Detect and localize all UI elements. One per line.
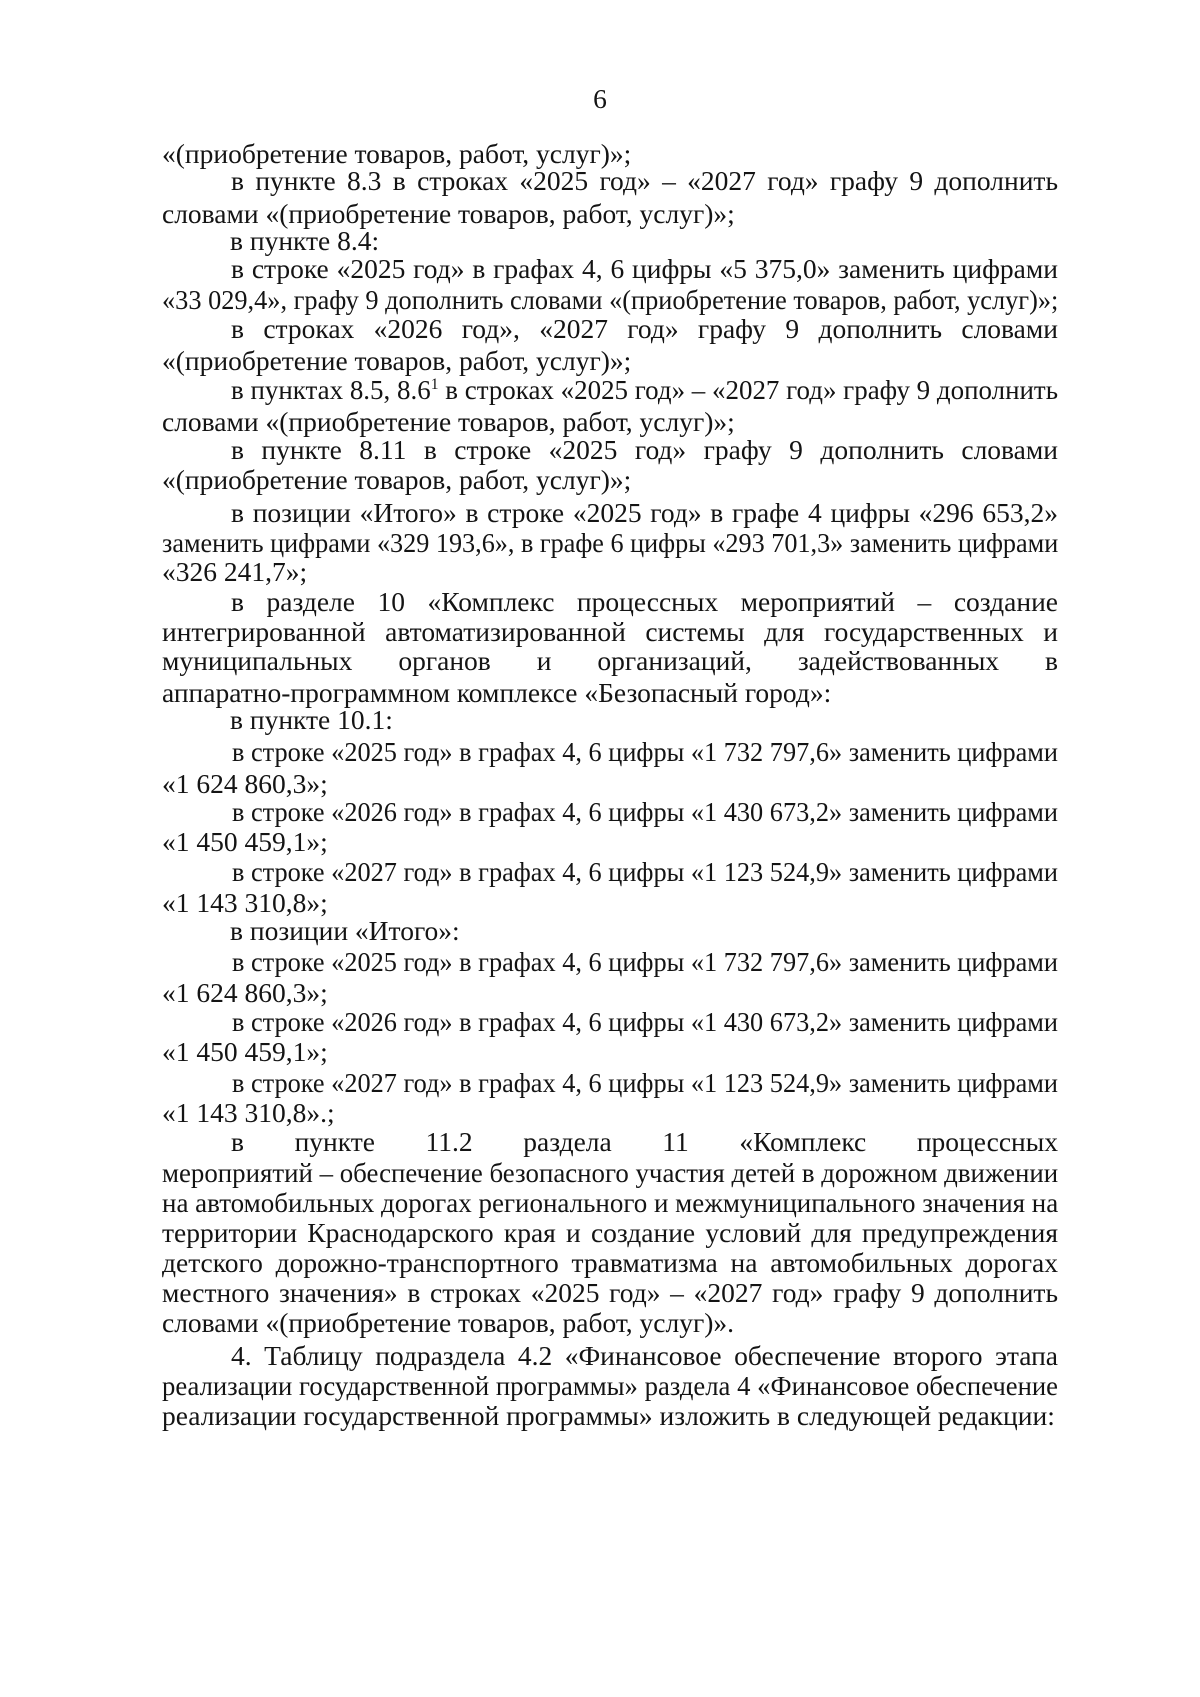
paragraph-line: мероприятий – обеспечение безопасного участия детей в дорожном движении xyxy=(162,1157,1059,1188)
paragraph-line: «1 450 459,1»; xyxy=(162,826,328,857)
paragraph-line: «1 624 860,3»; xyxy=(162,768,328,799)
line-text: в пунктах 8.5, 8.6 xyxy=(231,374,431,405)
paragraph-line: в строке «2026 год» в графах 4, 6 цифры «1 430 673,2» заменить цифрами xyxy=(232,796,1058,827)
paragraph-line: «(приобретение товаров, работ, услуг)»; xyxy=(162,345,632,376)
paragraph-line: «1 450 459,1»; xyxy=(162,1036,328,1067)
paragraph-line xyxy=(231,373,1058,407)
paragraph-line: словами «(приобретение товаров, работ, услуг)». xyxy=(162,1307,735,1338)
paragraph-line: «(приобретение товаров, работ, услуг)»; xyxy=(162,138,632,169)
paragraph-line: «1 143 310,8».; xyxy=(162,1097,335,1128)
paragraph-line: в строке «2025 год» в графах 4, 6 цифры «1 732 797,6» заменить цифрами xyxy=(232,736,1058,767)
paragraph-line: в строке «2025 год» в графах 4, 6 цифры «1 732 797,6» заменить цифрами xyxy=(232,946,1058,977)
paragraph-line: «33 029,4», графу 9 дополнить словами «(приобретение товаров, работ, услуг)»; xyxy=(162,284,1059,315)
paragraph-line: детского дорожно-транспортного травматизма на автомобильных дорогах xyxy=(162,1247,1058,1278)
paragraph-line: в пункте 8.3 в строках «2025 год» – «2027 год» графу 9 дополнить xyxy=(231,165,1058,196)
paragraph-line: в пункте 11.2 раздела 11 «Комплекс процессных xyxy=(231,1126,1058,1157)
paragraph-line: муниципальных органов и организаций, задействованных в xyxy=(162,645,1058,676)
paragraph-line: в строке «2027 год» в графах 4, 6 цифры «1 123 524,9» заменить цифрами xyxy=(232,1067,1058,1098)
paragraph-line: «326 241,7»; xyxy=(162,556,308,587)
paragraph-line: в строке «2026 год» в графах 4, 6 цифры «1 430 673,2» заменить цифрами xyxy=(232,1006,1058,1037)
paragraph-line: словами «(приобретение товаров, работ, услуг)»; xyxy=(162,406,735,437)
paragraph-line: аппаратно-программном комплексе «Безопасный город»: xyxy=(162,677,832,708)
paragraph-line: реализации государственной программы» изложить в следующей редакции: xyxy=(162,1400,1055,1431)
paragraph-line: «1 624 860,3»; xyxy=(162,977,328,1008)
page-number: 6 xyxy=(593,83,607,114)
paragraph-line: территории Краснодарского края и создание условий для предупреждения xyxy=(162,1217,1058,1248)
paragraph-line: «1 143 310,8»; xyxy=(162,887,328,918)
paragraph-line: в строках «2026 год», «2027 год» графу 9 дополнить словами xyxy=(231,313,1058,344)
paragraph-line: в позиции «Итого» в строке «2025 год» в графе 4 цифры «296 653,2» xyxy=(231,497,1058,528)
paragraph-line: в пункте 10.1: xyxy=(230,704,393,735)
paragraph-line: интегрированной автоматизированной системы для государственных и xyxy=(162,616,1058,647)
paragraph-line: реализации государственной программы» раздела 4 «Финансовое обеспечение xyxy=(162,1370,1058,1401)
superscript-index: 1 xyxy=(430,375,439,393)
paragraph-line: «(приобретение товаров, работ, услуг)»; xyxy=(162,464,632,495)
paragraph-line: на автомобильных дорогах регионального и межмуниципального значения на xyxy=(162,1187,1059,1218)
paragraph-line: в пункте 8.4: xyxy=(230,225,380,256)
paragraph-line: словами «(приобретение товаров, работ, услуг)»; xyxy=(162,198,735,229)
paragraph-line: в разделе 10 «Комплекс процессных мероприятий – создание xyxy=(231,586,1058,617)
line-text: в строках «2025 год» – «2027 год» графу 9 дополнить xyxy=(438,374,1058,405)
paragraph-line: в строке «2027 год» в графах 4, 6 цифры «1 123 524,9» заменить цифрами xyxy=(232,856,1058,887)
paragraph-line: местного значения» в строках «2025 год» – «2027 год» графу 9 дополнить xyxy=(162,1277,1058,1308)
paragraph-line: в позиции «Итого»: xyxy=(230,915,460,946)
paragraph-line: в строке «2025 год» в графах 4, 6 цифры «5 375,0» заменить цифрами xyxy=(231,253,1058,284)
paragraph-line: в пункте 8.11 в строке «2025 год» графу 9 дополнить словами xyxy=(231,434,1058,465)
paragraph-line: заменить цифрами «329 193,6», в графе 6 цифры «293 701,3» заменить цифрами xyxy=(162,527,1059,558)
paragraph-line: 4. Таблицу подраздела 4.2 «Финансовое обеспечение второго этапа xyxy=(231,1340,1058,1371)
